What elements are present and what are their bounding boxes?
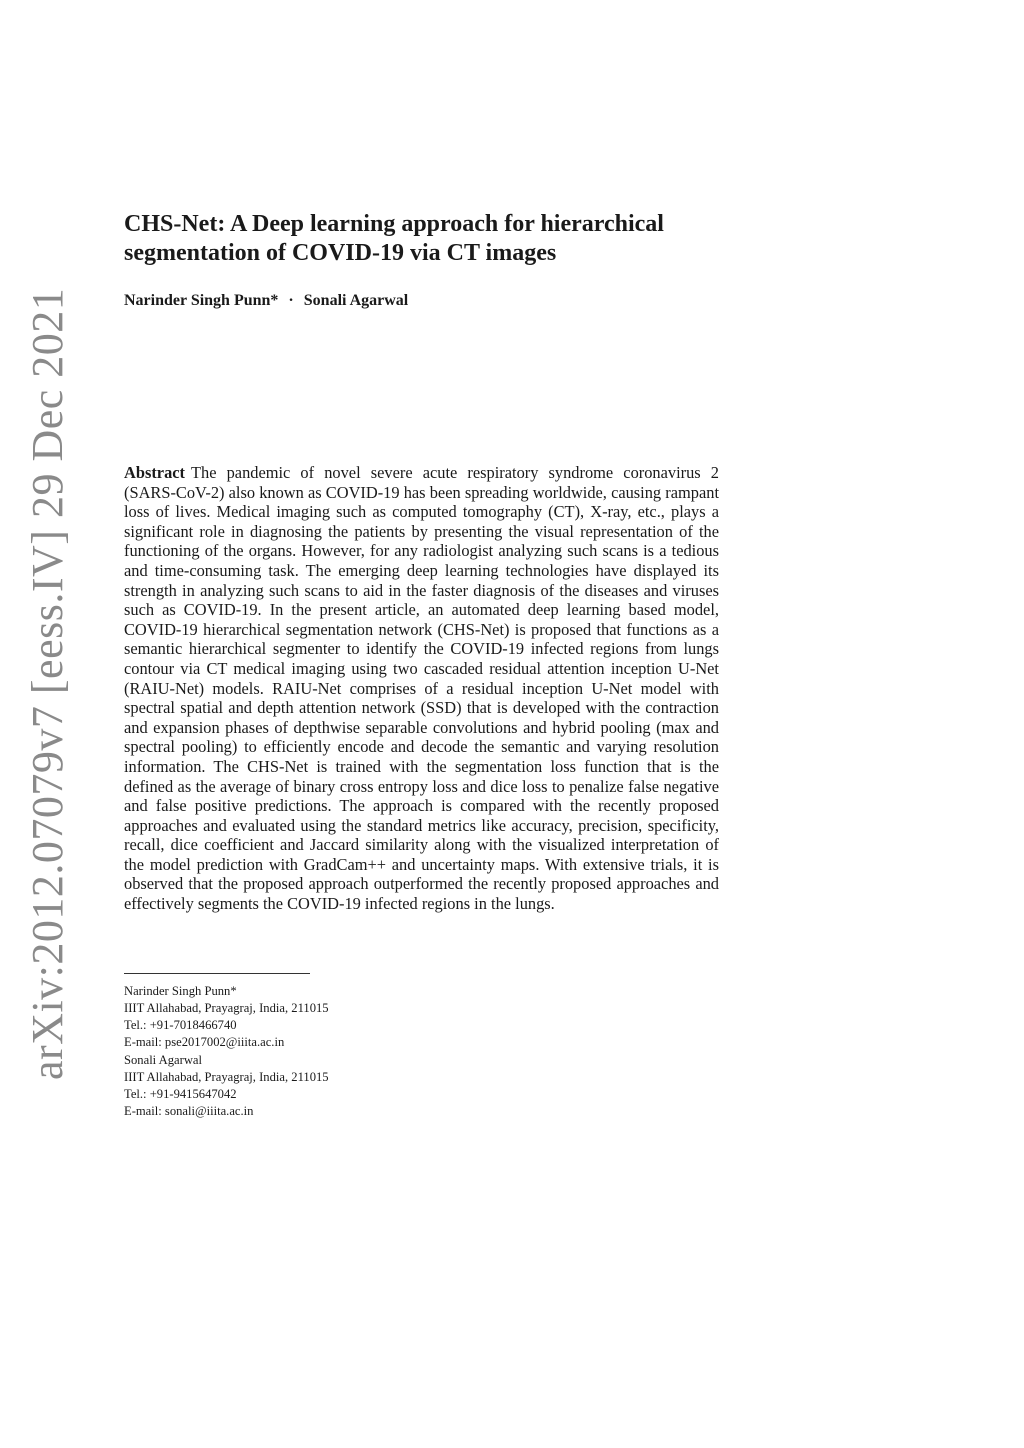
author-list — [124, 292, 724, 310]
footnote-divider — [124, 973, 310, 974]
affiliation-name: Narinder Singh Punn* — [124, 984, 237, 998]
affiliation-institute: IIIT Allahabad, Prayagraj, India, 211015 — [124, 1001, 329, 1015]
author-affiliation — [124, 983, 524, 1051]
author-name: Sonali Agarwal — [303, 292, 409, 309]
affiliation-phone: Tel.: +91-9415647042 — [124, 1087, 237, 1101]
affiliation-email: E-mail: pse2017002@iiita.ac.in — [124, 1035, 285, 1049]
affiliation-name: Sonali Agarwal — [124, 1053, 202, 1067]
abstract — [124, 463, 719, 914]
author-affiliation — [124, 1052, 524, 1120]
affiliation-email: E-mail: sonali@iiita.ac.in — [124, 1104, 254, 1118]
affiliation-phone: Tel.: +91-7018466740 — [124, 1018, 237, 1032]
author-name: Narinder Singh Punn* — [124, 292, 279, 309]
title-line-1: CHS-Net: A Deep learning approach for hierarchical — [124, 211, 664, 237]
title-line-2: segmentation of COVID-19 via CT images — [124, 240, 557, 266]
arxiv-identifier-stamp: arXiv:2012.07079v7 [eess.IV] 29 Dec 2021 — [23, 287, 72, 1080]
author-separator: · — [288, 292, 294, 309]
paper-title — [124, 210, 744, 268]
affiliation-institute: IIIT Allahabad, Prayagraj, India, 211015 — [124, 1070, 329, 1084]
abstract-label: Abstract — [124, 463, 185, 482]
abstract-text: The pandemic of novel severe acute respiratory syndrome coronavirus 2 (SARS-CoV-2) also known as COVID-19 has been spreading worldwide, causing rampant loss of lives. Medical imaging such as computed tomography (CT), X-ray, etc., plays a significant role in diagnosing the patients by presenting the visual representation of the functioning of the organs. However, for any radiologist analyzing such scans is a tedious and time-consuming task. The emerging deep learning technologies have displayed its strength in analyzing such scans to aid in the faster diagnosis of the diseases and viruses such as COVID-19. In the present article, an automated deep learning based model, COVID-19 hierarchical segmentation network (CHS-Net) is proposed that functions as a semantic hierarchical segmenter to identify the COVID-19 infected regions from lungs contour via CT medical imaging using two cascaded residual attention inception U-Net (RAIU-Net) models. RAIU-Net comprises of a residual inception U-Net model with spectral spatial and depth attention network (SSD) that is developed with the contraction and expansion phases of depthwise separable convolutions and hybrid pooling (max and spectral pooling) to efficiently encode and decode the semantic and varying resolution information. The CHS-Net is trained with the segmentation loss function that is the defined as the average of binary cross entropy loss and dice loss to penalize false negative and false positive predictions. The approach is compared with the recently proposed approaches and evaluated using the standard metrics like accuracy, precision, specificity, recall, dice coefficient and Jaccard similarity along with the visualized interpretation of the model prediction with GradCam++ and uncertainty maps. With extensive trials, it is observed that the proposed approach outperformed the recently proposed approaches and effectively segments the COVID-19 infected regions in the lungs. — [124, 463, 719, 914]
